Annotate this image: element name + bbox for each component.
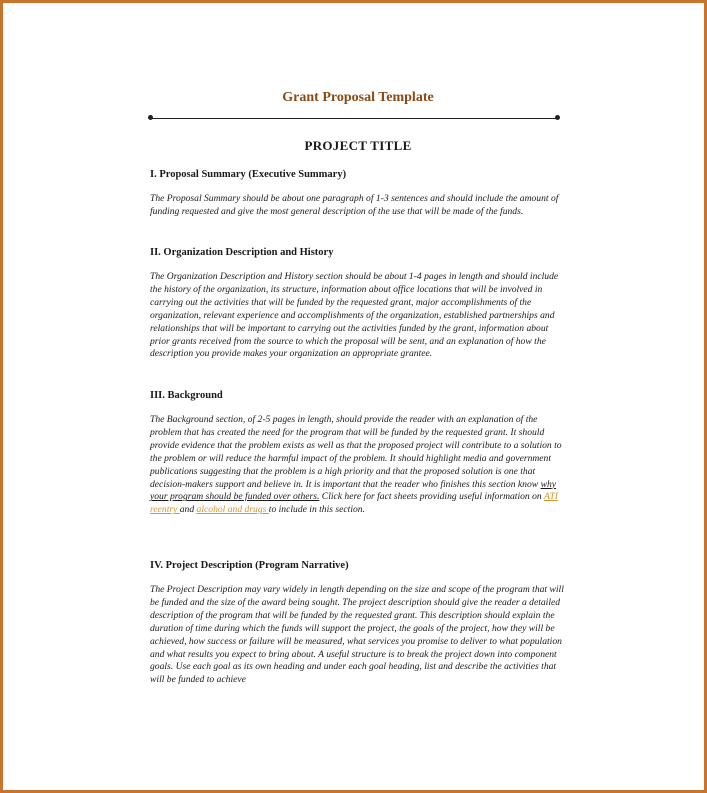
- section-background: [150, 389, 566, 517]
- section-body: [150, 414, 566, 517]
- background-text-1: The Background section, of 2-5 pages in length, should provide the reader with an explanation of the problem that has created the need for the program that will be funded by the requested grant. It should provide evidence that the problem exists as well as that the proposed project will contribute to a solution to the problem or will reduce the harmful impact of the problem. It should highlight media and government publications suggesting that the problem is a high priority and that the proposed solution is one that decision-makers support and believe in. It is important that the reader who finishes this section know: [150, 414, 562, 490]
- section-organization-description: [150, 246, 566, 361]
- underlined-emphasis: why your program should be funded over others.: [150, 478, 557, 503]
- document-title: Grant Proposal Template: [282, 90, 434, 105]
- section-heading: IV. Project Description (Program Narrative): [150, 560, 349, 571]
- ati-reentry-link[interactable]: ATI reentry: [150, 491, 558, 516]
- alcohol-drugs-link[interactable]: alcohol and drugs: [196, 504, 269, 516]
- section-body: The Project Description may vary widely in length depending on the size and scope of the program that will be funded and the size of the award being sought. The project description should give the reader a detailed description of the program that will be funded by the requested grant. This description should explain the duration of time during which the funds will support the project, the goals of the project, how they will be achieved, how success or failure will be measured, what services you promise to deliver to what population and what results you expect to bring about. A useful structure is to break the project down into component goals. Use each goal as its own heading and under each goal heading, list and describe the activities that will be funded to achieve: [150, 584, 564, 686]
- rule-dot-right: [555, 115, 560, 120]
- background-text-2: Click here for fact sheets providing useful information on: [319, 491, 544, 503]
- background-text-3: and: [179, 504, 197, 516]
- section-body: The Organization Description and History section should be about 1-4 pages in length and should include the history of the organization, its structure, information about office locations that will be involved in carrying out the activities that will be funded by the requested grant, major accomplishments of the organization, relevant experience and accomplishments of the organization, established partnerships and relationships that will be important to carrying out the activities funded by the grant, information about prior grants received from the source to which the proposal will be sent, and an explanation of how the description you provide makes your organization an appropriate grantee.: [150, 271, 559, 360]
- section-heading: I. Proposal Summary (Executive Summary): [150, 169, 347, 180]
- section-project-description: [150, 559, 566, 687]
- background-text-4: to include in this section.: [268, 504, 365, 516]
- rule-dot-left: [148, 115, 153, 120]
- section-proposal-summary: [150, 168, 566, 219]
- title-rule: [150, 118, 558, 119]
- section-heading: II. Organization Description and History: [150, 247, 334, 258]
- section-body: The Proposal Summary should be about one paragraph of 1-3 sentences and should include the amount of funding requested and give the most general description of the use that will be made of the funds.: [150, 193, 559, 217]
- section-heading: III. Background: [150, 390, 223, 401]
- document-page: [6, 6, 701, 787]
- project-title: PROJECT TITLE: [304, 138, 412, 153]
